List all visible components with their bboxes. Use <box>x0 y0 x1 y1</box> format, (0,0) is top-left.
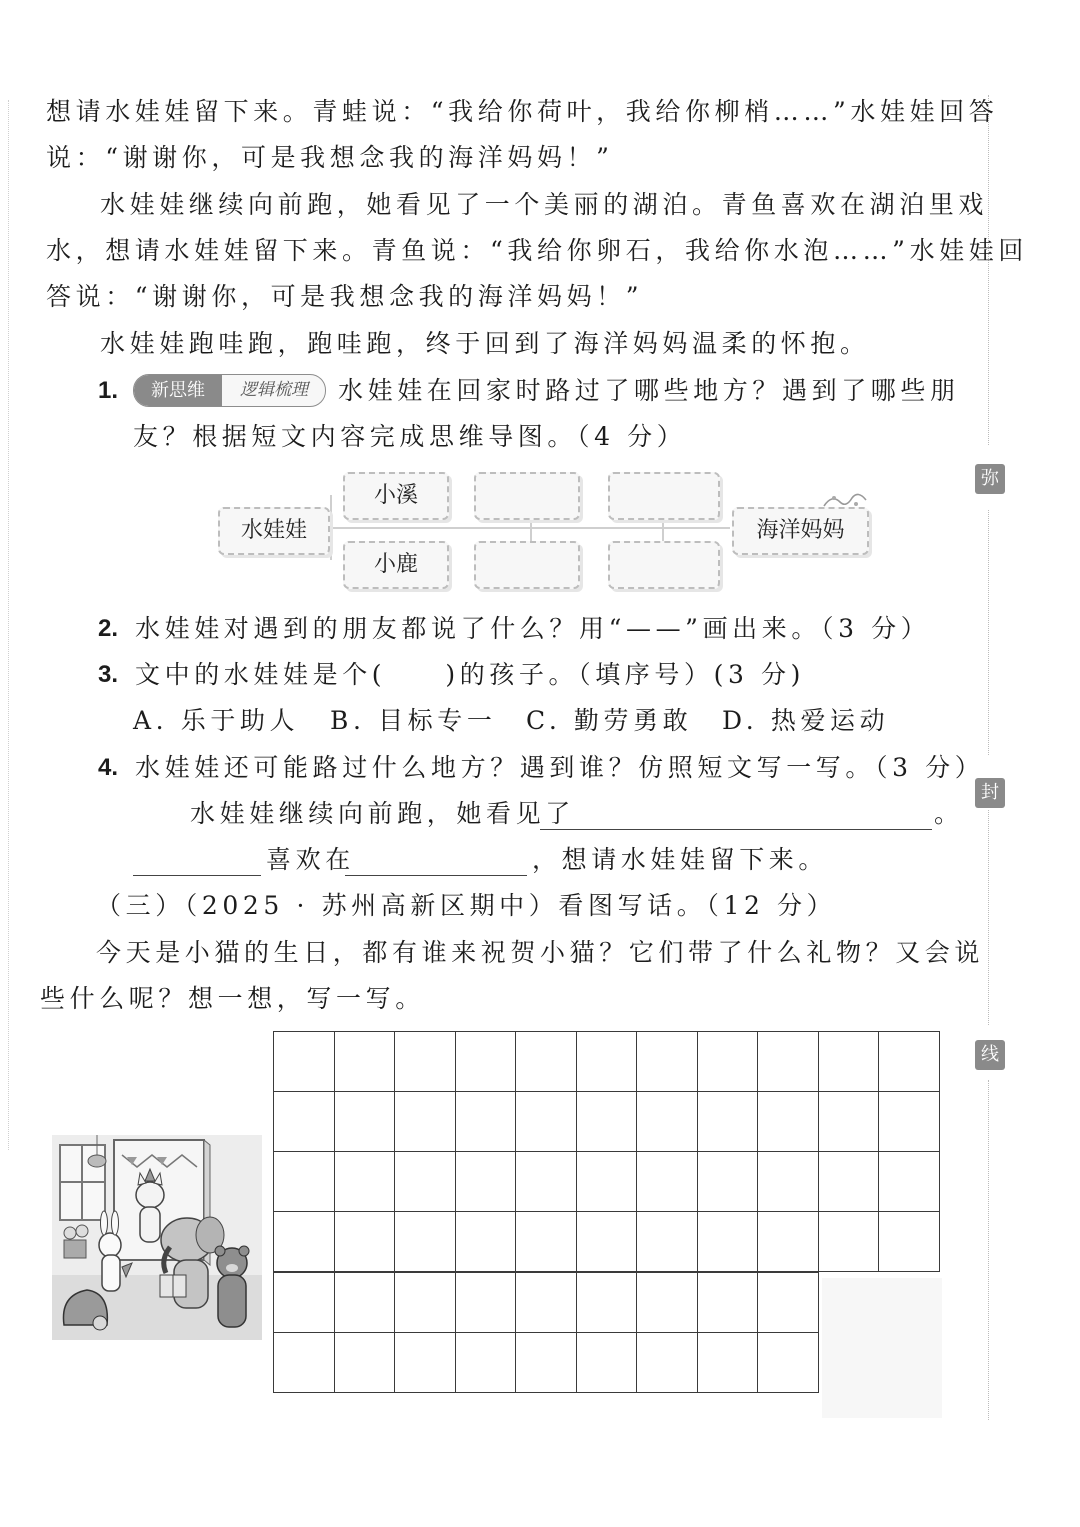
birthday-party-illustration <box>52 1135 262 1340</box>
seal-line-2 <box>988 510 989 755</box>
q4-blank-3[interactable] <box>345 875 527 876</box>
q3-text: 文中的水娃娃是个( )的孩子。（填序号）(3 分) <box>135 660 805 689</box>
seal-line-1 <box>988 95 989 445</box>
story-line-1: 想请水娃娃留下来。青蛙说：“我给你荷叶，我给你柳梢……”水娃娃回答 <box>46 97 999 126</box>
q3-option-a[interactable]: A. 乐于助人 <box>133 706 300 735</box>
story-line-4: 水，想请水娃娃留下来。青鱼说：“我给你卵石，我给你水泡……”水娃娃回 <box>46 236 1028 265</box>
q3-number: 3. <box>98 661 119 688</box>
q1-number: 1. <box>98 377 119 404</box>
q4-blank-2[interactable] <box>133 875 261 876</box>
wave-decoration-icon <box>822 490 870 512</box>
seal-tab-3: 线 <box>975 1040 1005 1070</box>
section3-prompt-1: 今天是小猫的生日，都有谁来祝贺小猫？它们带了什么礼物？又会说 <box>96 938 985 967</box>
mindmap-top-node-2[interactable] <box>474 472 580 520</box>
new-thinking-badge <box>133 374 326 407</box>
badge-sub: 逻辑梳理 <box>240 380 308 400</box>
q3-option-c[interactable]: C. 勤劳勇敢 <box>526 706 693 735</box>
section3-title: （三）（2025 · 苏州高新区期中）看图写话。（12 分） <box>96 891 837 920</box>
seal-tab-1: 弥 <box>975 464 1005 494</box>
writing-grid-bottom[interactable] <box>273 1272 819 1393</box>
q4-line2-mid: 喜欢在 <box>266 845 355 874</box>
mindmap-start-node: 水娃娃 <box>218 507 330 555</box>
mindmap-top-node-1: 小溪 <box>343 472 449 520</box>
mindmap-bottom-node-3[interactable] <box>608 541 720 589</box>
q1-text-1: 水娃娃在回家时路过了哪些地方？遇到了哪些朋 <box>338 376 960 405</box>
story-line-5: 答说：“谢谢你，可是我想念我的海洋妈妈！” <box>46 282 644 311</box>
q3-option-d[interactable]: D. 热爱运动 <box>722 706 890 735</box>
mindmap-end-node: 海洋妈妈 <box>732 507 869 555</box>
left-margin-line <box>8 100 9 1150</box>
mindmap-top-node-3[interactable] <box>608 472 720 520</box>
q2-text: 水娃娃对遇到的朋友都说了什么？用“——”画出来。（3 分） <box>135 614 931 643</box>
q4-text: 水娃娃还可能路过什么地方？遇到谁？仿照短文写一写。（3 分） <box>135 753 985 782</box>
story-line-3: 水娃娃继续向前跑，她看见了一个美丽的湖泊。青鱼喜欢在湖泊里戏 <box>100 190 989 219</box>
mindmap-trunk <box>310 527 730 529</box>
badge-main: 新思维 <box>134 375 222 406</box>
story-line-6: 水娃娃跑哇跑，跑哇跑，终于回到了海洋妈妈温柔的怀抱。 <box>100 329 870 358</box>
q3-option-b[interactable]: B. 目标专一 <box>330 706 497 735</box>
seal-line-4 <box>988 1080 989 1420</box>
mindmap-branch <box>330 495 332 560</box>
q1-text-2: 友？根据短文内容完成思维导图。（4 分） <box>133 422 687 451</box>
q4-number: 4. <box>98 754 119 781</box>
writing-grid-main[interactable] <box>273 1031 940 1272</box>
q4-line2-end: ，想请水娃娃留下来。 <box>532 845 829 874</box>
seal-line-3 <box>988 810 989 1025</box>
story-line-2: 说：“谢谢你，可是我想念我的海洋妈妈！” <box>46 143 614 172</box>
mindmap-bottom-node-1: 小鹿 <box>343 541 449 589</box>
mindmap-bottom-node-2[interactable] <box>474 541 580 589</box>
q2-number: 2. <box>98 615 119 642</box>
grid-cover-area <box>822 1278 942 1418</box>
q4-line1-end: 。 <box>934 799 964 828</box>
section3-prompt-2: 些什么呢？想一想，写一写。 <box>40 984 425 1013</box>
q4-blank-1[interactable] <box>540 829 932 830</box>
q4-line1-text: 水娃娃继续向前跑，她看见了 <box>190 799 575 828</box>
seal-tab-2: 封 <box>975 778 1005 808</box>
